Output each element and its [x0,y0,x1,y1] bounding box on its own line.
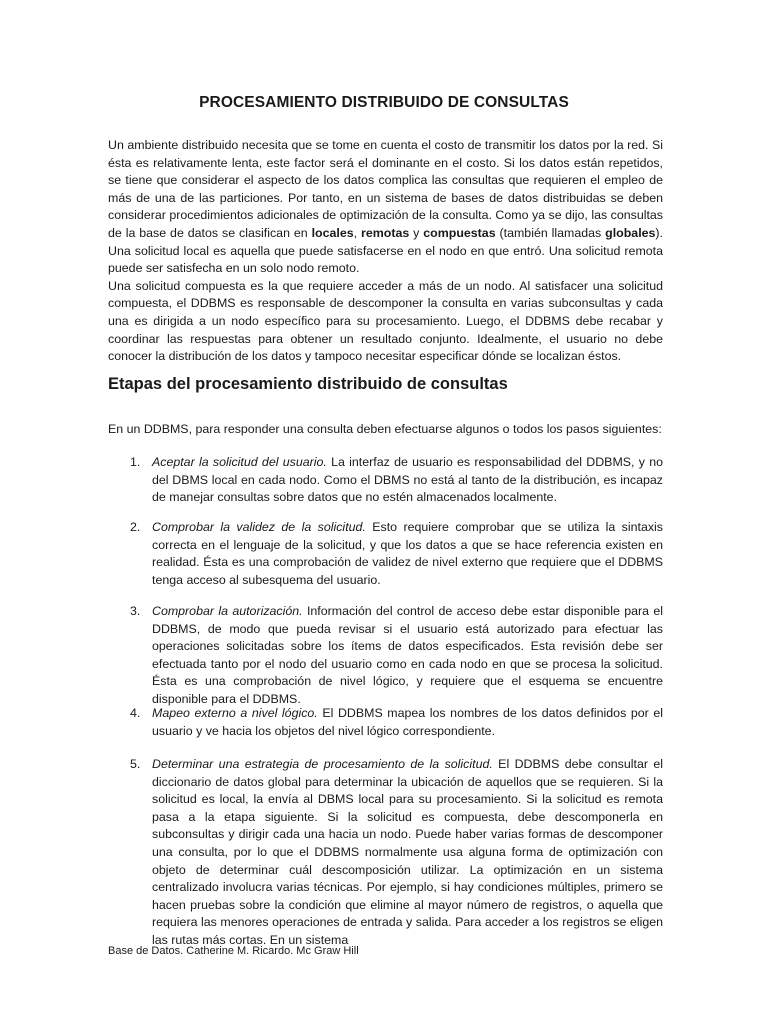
list-number: 5. [130,757,141,771]
page-footer: Base de Datos. Catherine M. Ricardo. Mc Graw Hill [108,945,359,957]
list-number: 4. [130,706,141,720]
page-title: PROCESAMIENTO DISTRIBUIDO DE CONSULTAS [199,94,569,111]
term-compuestas: compuestas [423,225,496,240]
list-item [108,519,663,589]
list-number: 2. [130,520,141,534]
separator: , [353,225,362,240]
separator: (también llamadas [495,225,606,240]
list-text [152,454,663,507]
intro-section [108,137,663,366]
term-locales: locales [311,225,354,240]
step-title: Mapeo externo a nivel lógico. [152,706,318,720]
step-body: Esto requiere comprobar que se utiliza la sintaxis correcta en el lenguaje de la solicitud, y que los datos a que se hace referencia existen en realidad. Ésta es una comprobación de validez de nivel externo que requiere que el DDBMS tenga acceso al subesquema del usuario. [152,520,663,587]
step-body: Información del control de acceso debe estar disponible para el DDBMS, de modo que pueda revisar si el usuario está autorizado para efectuar las operaciones solicitadas sobre los ítems de datos especificados. Esta revisión debe ser efectuada tanto por el nodo del usuario como en cada nodo en que se procesa la solicitud. Ésta es una comprobación de nivel lógico, y requiere que el esquema se encuentre disponible para el DDBMS. [152,604,663,706]
list-number: 1. [130,455,141,469]
step-title: Comprobar la autorización. [152,604,303,618]
step-title: Aceptar la solicitud del usuario. [152,455,327,469]
list-text [152,603,663,709]
list-item [108,603,663,709]
list-item [108,454,663,507]
step-title: Comprobar la validez de la solicitud. [152,520,366,534]
list-text [152,705,663,740]
intro-text: Un ambiente distribuido necesita que se tome en cuenta el costo de transmitir los datos por la red. Si ésta es relativamente lenta, este factor será el dominante en el costo. Si los datos están repetidos, se tiene que considerar el aspecto de los datos complica las consultas que requieren el empleo de más de una de las particiones. Por tanto, en un sistema de bases de datos distribuidas se deben considerar procedimientos adicionales de optimización de la consulta. Como ya se dijo, las consultas de la base de datos se clasifican en [108,138,663,240]
list-number: 3. [130,604,141,618]
term-globales: globales [605,225,656,240]
section-heading: Etapas del procesamiento distribuido de consultas [108,375,508,393]
step-body: La interfaz de usuario es responsabilidad del DDBMS, y no del DBMS local en cada nodo. Como el DBMS no está al tanto de la distribución, es incapaz de manejar consultas sobre datos que no estén almacenados localmente. [152,455,663,505]
list-text [152,756,663,950]
step-title: Determinar una estrategia de procesamiento de la solicitud. [152,757,493,771]
step-body: El DDBMS mapea los nombres de los datos definidos por el usuario y ve hacia los objetos del nivel lógico correspondiente. [152,706,663,738]
intro-paragraph-2: Una solicitud compuesta es la que requiere acceder a más de un nodo. Al satisfacer una solicitud compuesta, el DDBMS es responsable de descomponer la consulta en varias subconsultas y cada una es dirigida a un nodo específico para su procesamiento. Luego, el DDBMS debe recabar y coordinar las respuestas para obtener un resultado conjunto. Idealmente, el usuario no debe conocer la distribución de los datos y tampoco necesitar especificar dónde se localizan éstos. [108,278,663,364]
section-lead: En un DDBMS, para responder una consulta deben efectuarse algunos o todos los pasos siguientes: [108,422,662,436]
list-item [108,705,663,740]
intro-paragraph-1 [108,137,663,278]
intro-text: ). Una solicitud local es aquella que puede satisfacerse en el nodo en que entró. Una solicitud remota puede ser satisfecha en un solo nodo remoto. [108,225,663,276]
term-remotas: remotas [361,225,410,240]
separator: y [409,225,424,240]
list-item [108,756,663,950]
list-text [152,519,663,589]
step-body: El DDBMS debe consultar el diccionario de datos global para determinar la ubicación de aquellos que se requieren. Si la solicitud es local, la envía al DBMS local para su procesamiento. Si la solicitud es remota pasa a la etapa siguiente. Si la solicitud es compuesta, debe descomponerla en subconsultas y dirigir cada una hacia un nodo. Puede haber varias formas de descomponer una consulta, por lo que el DDBMS normalmente usa alguna forma de optimización con objeto de determinar cuál descomposición utilizar. La optimización en un sistema centralizado involucra varias técnicas. Por ejemplo, si hay condiciones múltiples, primero se hacen pruebas sobre la condición que elimine al mayor número de registros, o aquella que requiera las menores operaciones de entrada y salida. Para acceder a los registros se eligen las rutas más cortas. En un sistema [152,757,663,947]
